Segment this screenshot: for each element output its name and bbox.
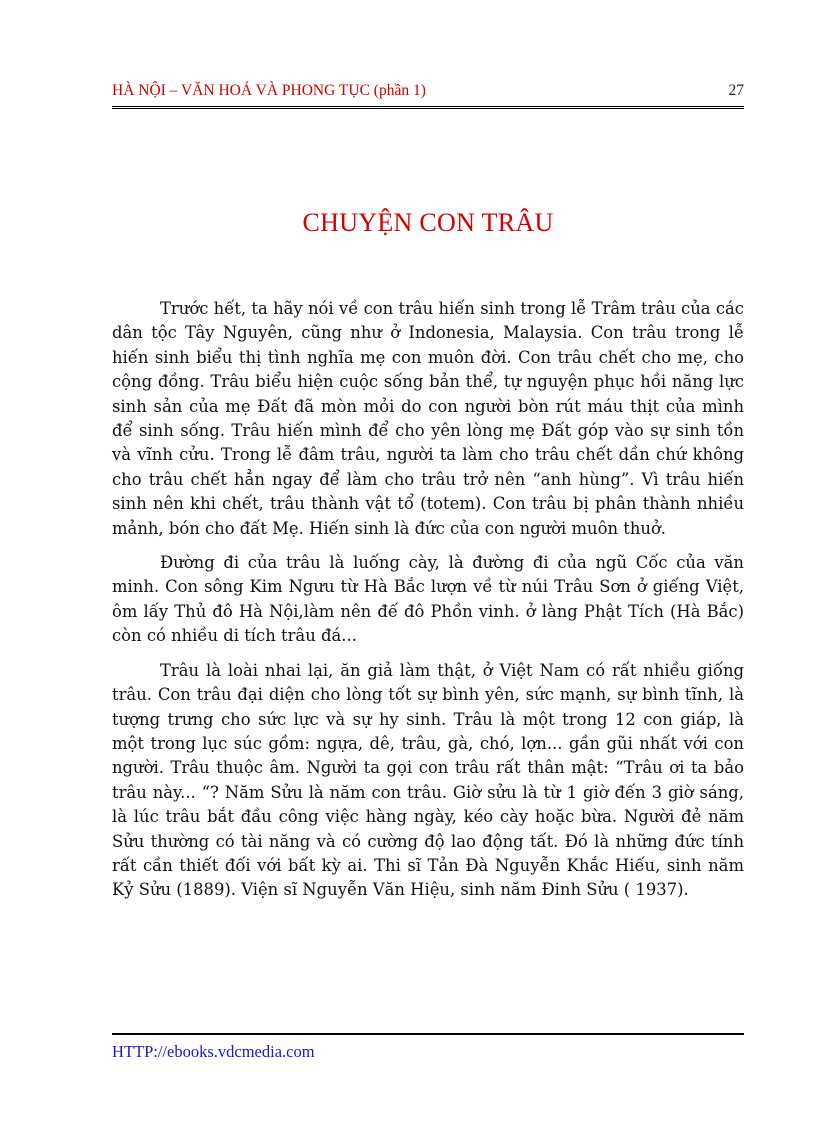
paragraph: Trâu là loài nhai lại, ăn giả làm thật, ở Việt Nam có rất nhiều giống trâu. Con trâu đại diện cho lòng tốt sự bình yên, sức mạnh, sự bình tĩnh, là tượng trưng cho sức lực và sự hy sinh. Trâu là một trong 12 con giáp, là một trong lục súc gồm: ngựa, dê, trâu, gà, chó, lợn... gần gũi nhất với con người. Trâu thuộc âm. Người ta gọi con trâu rất thân mật: “Trâu ơi ta bảo trâu này... “? Năm Sửu là năm con trâu. Giờ sửu là từ 1 giờ đến 3 giờ sáng, là lúc trâu bắt đầu công việc hàng ngày, kéo cày hoặc bừa. Người đẻ năm Sửu thường có tài năng và có cường độ lao động tất. Đó là những đức tính rất cần thiết đối với bất kỳ ai. Thi sĩ Tản Đà Nguyễn Khắc Hiếu, sinh năm Kỷ Sửu (1889). Viện sĩ Nguyễn Văn Hiệu, sinh năm Đinh Sửu ( 1937). (112, 660, 744, 900)
page-number: 27 (728, 82, 744, 99)
paragraph: Đường đi của trâu là luống cày, là đường đi của ngũ Cốc của văn minh. Con sông Kim Ngưu từ Hà Bắc lượn về từ núi Trâu Sơn ở giếng Việt, ôm lấy Thủ đô Hà Nội,làm nên đế đô Phồn vinh. ở làng Phật Tích (Hà Bắc) còn có nhiều di tích trâu đá... (112, 553, 744, 646)
footer-rule (112, 1033, 744, 1035)
chapter-title: CHUYỆN CON TRÂU (302, 208, 554, 237)
running-header (112, 82, 744, 104)
body-text (112, 297, 744, 913)
paragraph: Trước hết, ta hãy nói về con trâu hiến sinh trong lễ Trâm trâu của các dân tộc Tây Nguyên, cũng như ở Indonesia, Malaysia. Con trâu trong lễ hiến sinh biểu thị tình nghĩa mẹ con muôn đời. Con trâu chết cho mẹ, cho cộng đồng. Trâu biểu hiện cuộc sống bản thể, tự nguyện phục hồi năng lực sinh sản của mẹ Đất đã mòn mỏi do con người bòn rút máu thịt của mình để sinh sống. Trâu hiến mình để cho yên lòng mẹ Đất góp vào sự sinh tồn và vĩnh cửu. Trong lễ đâm trâu, người ta làm cho trâu chết dần chứ không cho trâu chết hẳn ngay để làm cho trâu trở nên “anh hùng”. Vì trâu hiến sinh nên khi chết, trâu thành vật tổ (totem). Con trâu bị phân thành nhiều mảnh, bón cho đất Mẹ. Hiến sinh là đức của con người muôn thuở. (112, 299, 744, 538)
header-title: HÀ NỘI – VĂN HOÁ VÀ PHONG TỤC (phần 1) (112, 82, 426, 99)
header-rule-secondary (112, 108, 744, 109)
footer-link[interactable]: HTTP://ebooks.vdcmedia.com (112, 1042, 315, 1061)
header-rule (112, 106, 744, 107)
